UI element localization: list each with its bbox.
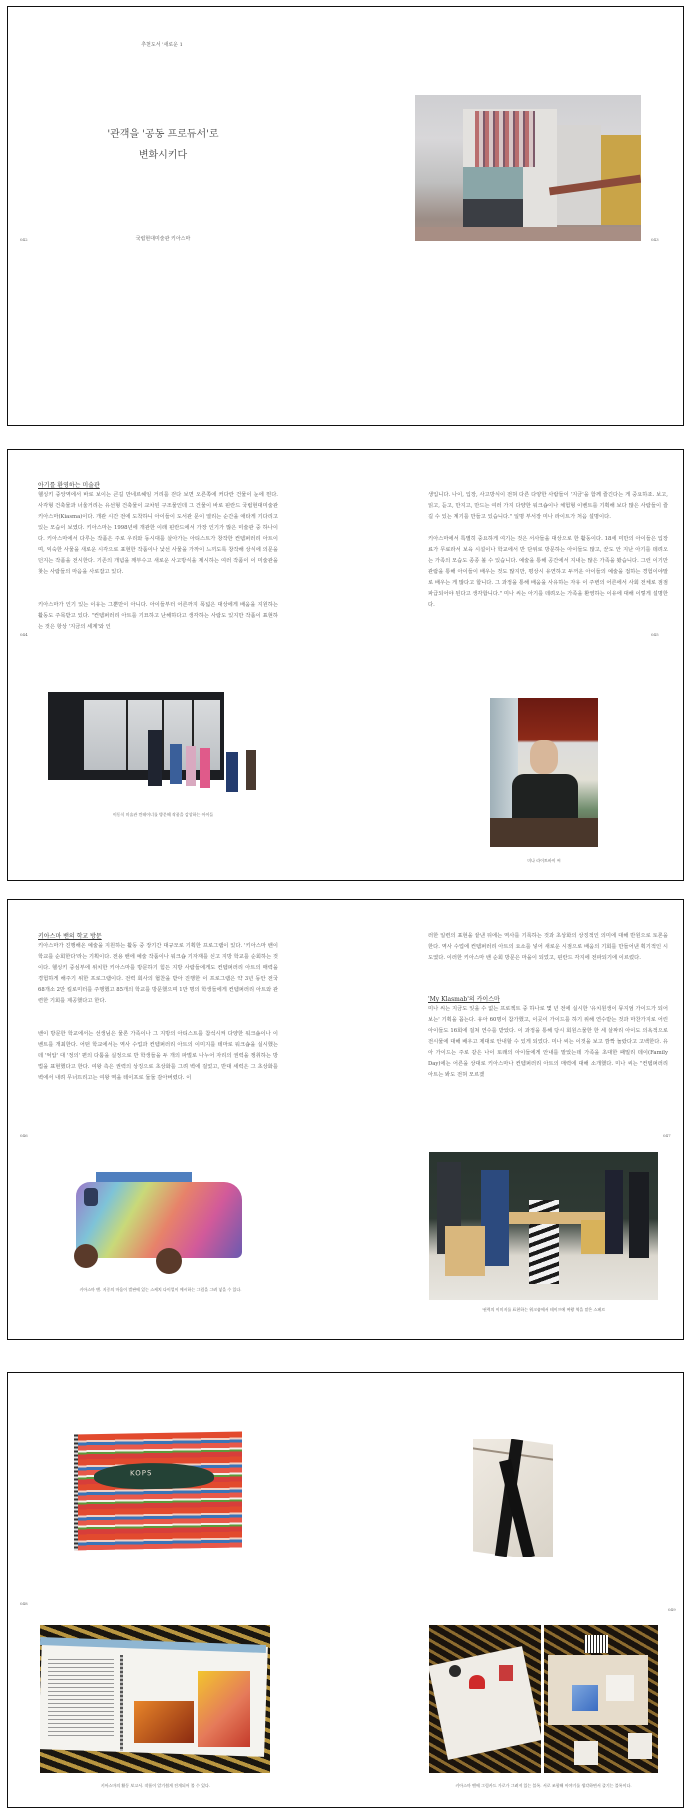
chapter-title-line-2: 변화시키다: [138, 150, 188, 161]
page-number-left: 048: [20, 1601, 28, 1606]
page-number-left: 042: [20, 237, 28, 242]
body-paragraph-3: 러한 일련의 표현을 끝낸 뒤에는 역사를 기록하는 것과 초상화의 상징적인 의미에 대해 반원으로 토론을 한다. 역사 수업에 컨템퍼러리 아트의 요소를 넣어 새로운 시점으로 배움의 기회를 만들어낸 획기적인 시도였다. 이러한 키아스마 밴 순회 방문은 마을이 되었고, 핀란드 각지에 전파되기에 이르렀다.: [428, 933, 668, 961]
page-number-left: 046: [20, 1133, 28, 1138]
notebook-label: KOPS: [130, 1469, 153, 1478]
photo-caption: 이동식 미술관 컨테이너를 방문해 작품을 감상하는 아이들: [112, 812, 214, 817]
container-gallery-photo: [48, 692, 278, 807]
body-paragraph-1: 키아스마가 진행해온 예술을 지원하는 활동 중 장기간 대규모로 기획한 프로그램이 있다. '키아스마 밴이 학교를 순회한다'라는 기획이다. 전용 밴에 예술 작품이나 워크숍 기자재를 싣고 지방 학교를 순회하는 것이다. 헬싱키 중심부에 위치한 키아스마를 방문하기 힘든 지방 사람들에게도 컨템퍼러리 아트의 매력을 경험하게 해주기 위한 프로그램이다. 전력 회사의 협찬을 받아 진행한 이 프로그램은 약 3년 동안 전국 68개소 2만 킬로미터를 주행했고 85개의 학교를 방문했으며 1만 명의 학생들에게 컨템퍼러리 아트와 관련한 기회를 제공했다고 한다.: [38, 943, 278, 1004]
spread-3: [7, 899, 684, 1340]
book-caption: 키아스마의 활동 보고서. 작품이 알기쉽게 전개되어 볼 수 있다.: [100, 1783, 211, 1788]
body-paragraph-2: 밴이 방문한 학교에서는 선생님은 물론 가족이나 그 지방의 아티스트를 참석시켜 다양한 워크숍이나 이벤트를 개최한다. 어떤 학교에서는 역사 수업과 컨템퍼러리 아트의 이미지를 테마로 워크숍을 실시했는데 '억압' 대 '정의' 편의 다툼을 실정으로 반 학생들을 두 개의 파벌로 나누어 자리의 권력을 쟁취하는 방법을 표현했다고 한다. 여왕 측은 권력의 상징으로 초상화를 그려 벽에 걸었고, 반대 세력은 그 초상화를 벽에서 내려 무너뜨리고는 여왕 역을 테이프로 둘둘 감아버렸다. 이: [38, 1031, 278, 1081]
chapter-subtitle: 국립현대미술관 키아스마: [135, 236, 191, 242]
body-paragraph-3: 생입니다. 나이, 입장, 사고방식이 전혀 다른 다양한 사람들이 '지금'을 함께 즐긴다는 게 중요하죠. 보고, 읽고, 듣고, 만지고, 만드는 여러 가지 다양한 워크숍이나 체험형 이벤트를 기획해 보다 많은 사람들이 즐길 수 있는 계기를 만들고 있습니다." 일명 부서장 미나 라이트가 처음 설명이다.: [428, 492, 668, 520]
spread-4: [7, 1372, 684, 1808]
page-number-right: 045: [651, 632, 659, 637]
workshop-caption: '권력의 이미지를 표현하는 워크숍에서 테이프에 여왕 역을 맡은 스페르: [481, 1307, 606, 1312]
spread-2: [7, 449, 684, 881]
picture-cubes-photo-left: [429, 1625, 541, 1773]
section-heading-2: 'My Klasmab'의 카이스마: [428, 996, 500, 1003]
portrait-photo: [490, 698, 598, 847]
open-book-photo: [40, 1625, 270, 1773]
chapter-title: [78, 124, 248, 166]
portrait-caption: 미나 라이트바이 씨: [527, 858, 561, 863]
section-heading: 키아스마 밴의 학교 방문: [38, 933, 102, 940]
white-box-photo: [473, 1439, 553, 1557]
section-heading: 아기를 환영하는 미술관: [38, 482, 100, 489]
spread-1: [7, 6, 684, 426]
picture-cubes-photo-right: [544, 1625, 658, 1773]
body-paragraph-2: 키아스마가 인기 있는 이유는 그뿐만이 아니다. 아이들부터 어른까지 폭넓은 대상에게 배움을 지원하는 활동도 주목받고 있다. "컨템퍼러리 아트를 기묘하고 난해하다고 생각하는 사람도 있지만 작품이 표현하는 것은 항상 '지금의 세계'와 인: [38, 602, 278, 630]
body-paragraph-4: 키아스마에서 특별히 중요하게 여기는 것은 서사들을 대상으로 한 활동이다. 18세 미만의 아이들은 입장료가 무료라서 보육 시설이나 학교에서 반 단위로 방문하는 아이들도 많고, 꾼도 안 지난 아기를 데려오는 가족의 모습도 종종 볼 수 있습니다. 예술을 통해 공간에서 지내는 많은 가족을 봤습니다. 그런 이기만 관람을 통해 아이들이 배우는 것도 많지만, 평상시 유연하고 두꺼운 아이들의 예술을 접하는 경험이야말로 배우는 게 많다고 합니다. 그 과정을 통해 배움을 사유하는 자유 이 주변의 어른에서 사회 전체로 점점 파급되어야 된다고 생각합니다." 미나 씨는 아기를 데려오는 가족을 환영하는 이유에 대해 이렇게 설명한다.: [428, 536, 668, 608]
running-header: 추천도서 '새로운 1: [141, 42, 183, 48]
cubes-caption: 키아스마 밴에 그림카드 가로가 그려져 있는 블록. 서로 조합해 이야기를 생각하면서 즐기는 블록이다.: [455, 1783, 632, 1788]
kops-notebook-photo: [74, 1432, 242, 1551]
museum-building-photo: [415, 95, 641, 241]
classroom-workshop-photo: [429, 1152, 658, 1300]
painted-van-photo: [70, 1158, 245, 1276]
body-paragraph-4: 미나 씨는 지금도 잊을 수 없는 프로젝트 중 하나로 몇 년 전에 실시한 '유치원생이 뮤지엄 가이드가 되어보는' 기획을 꼽는다. 유아 60명이 참가했고, 이곳이 가이드를 하기 위해 연수받는 것과 마찬가지로 어린아이들도 16회에 걸쳐 연수를 받았다. 이 과정을 통해 당시 회원스물한 한 세 살짜리 아이도 의욕적으로 전시물에 대해 배우고 제대로 안내할 수 있게 되었다. 미나 씨는 이것을 보고 깜짝 놀랐다고 고백한다. 유아 가이드는 주로 같은 나이 또래의 아이들에게 안내를 맡았는데 가족을 초대한 패밀리 데이(Family Day)에는 어른을 상대로 키아스마나 컨템퍼러리 아트의 매력에 대해 소개했다. 미나 씨는 "컨템퍼러리 아트는 봐도 전혀 모르겠: [428, 1006, 668, 1078]
page-number-right: 047: [663, 1133, 671, 1138]
page-number-right: 049: [668, 1607, 676, 1612]
page-number-left: 044: [20, 632, 28, 637]
chapter-title-line-1: '관객을 '공동 프로듀서'로: [107, 129, 219, 140]
van-caption: 키아스마 밴. 지중의 마음이 벌판에 있는 스케치 다이얼이 예시하는 그림을 그려 넣을 수 있다.: [79, 1287, 242, 1292]
page-number-right: 043: [651, 237, 659, 242]
body-paragraph-1: 헬싱키 중앙역에서 바로 보이는 큰길 만네르헤임 거리를 걷다 보면 오른쪽에 커다란 건물이 눈에 띈다. 사각형 건축물과 너울거리는 유선형 건축물이 교차된 구조물인데 그 건물이 바로 핀란드 국립현대미술관 키아스마(Kiasma)이다. 개관 시간 전에 도착하니 아이들이 도서관 문이 열리는 순간을 애타게 기다리고 있는 모습이 보였다. 키아스마는 1998년에 개관한 이래 핀란드에서 가장 인기가 많은 미술관 중 하나이다. 키아스마에서 다루는 작품은 주로 우리와 동시대를 살아가는 아티스트가 창작한 컨템퍼러리 아트이며, 익숙한 사물을 새로운 시각으로 표현한 작품이나 낯선 사물을 가까이 느끼도록 창작해 상식에 의문을 던지는 작품을 전시한다. 기존의 개념을 깨부수고 새로운 사고방식을 제시하는 여러 작품이 이 미술관을 찾는 사람들의 마음을 사로잡고 있다.: [38, 492, 278, 575]
